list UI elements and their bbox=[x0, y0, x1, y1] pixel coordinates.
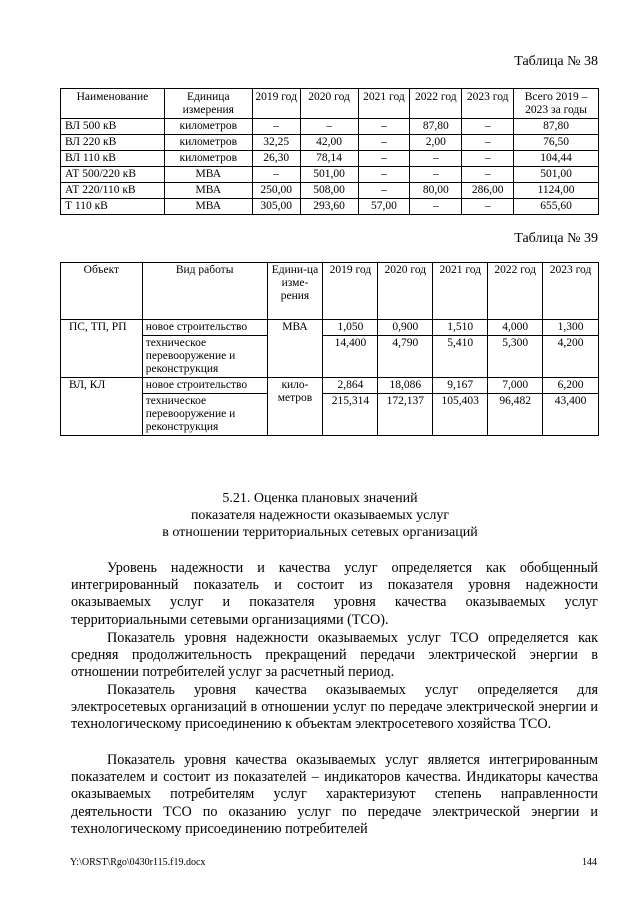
table-cell: 172,137 bbox=[378, 394, 433, 436]
section-title-line-1: 5.21. Оценка плановых значений bbox=[222, 491, 418, 506]
table-cell: 104,44 bbox=[514, 151, 599, 167]
table-cell: 293,60 bbox=[300, 199, 358, 215]
header-cell: 2023 год bbox=[543, 263, 599, 320]
table-cell: 7,000 bbox=[488, 378, 543, 394]
table-cell: МВА bbox=[164, 183, 252, 199]
table-cell: – bbox=[462, 199, 514, 215]
table-cell: – bbox=[300, 119, 358, 135]
table-39-caption: Таблица № 39 bbox=[514, 231, 598, 246]
table-cell: АТ 220/110 кВ bbox=[61, 183, 165, 199]
table-row bbox=[61, 199, 599, 215]
table-cell: 26,30 bbox=[252, 151, 300, 167]
table-cell: 9,167 bbox=[433, 378, 488, 394]
table-cell: 87,80 bbox=[410, 119, 462, 135]
unit-cell: МВА bbox=[267, 320, 323, 378]
table-row bbox=[61, 119, 599, 135]
section-title-line-3: в отношении территориальных сетевых организаций bbox=[162, 525, 478, 540]
table-cell: – bbox=[462, 151, 514, 167]
table-cell: – bbox=[410, 167, 462, 183]
header-cell: Наименование bbox=[61, 89, 165, 119]
table-cell: – bbox=[358, 151, 410, 167]
table-cell: – bbox=[358, 183, 410, 199]
object-cell: ВЛ, КЛ bbox=[61, 378, 143, 436]
header-cell: Объект bbox=[61, 263, 143, 320]
table-cell: – bbox=[410, 199, 462, 215]
table-cell: Т 110 кВ bbox=[61, 199, 165, 215]
table-cell: 32,25 bbox=[252, 135, 300, 151]
header-cell: 2021 год bbox=[433, 263, 488, 320]
table-cell: МВА bbox=[164, 167, 252, 183]
table-cell: АТ 500/220 кВ bbox=[61, 167, 165, 183]
table-38 bbox=[60, 88, 599, 215]
table-cell: – bbox=[462, 135, 514, 151]
work-type-cell: техническое перевооружение и реконструкция bbox=[142, 336, 267, 378]
header-cell: 2021 год bbox=[358, 89, 410, 119]
table-cell: 501,00 bbox=[514, 167, 599, 183]
paragraph: Уровень надежности и качества услуг определяется как обобщенный интегрированный показатель и состоит из показателя уровня надежности оказываемых услуг и показателя уровня качества оказываемых услуг территориальными сетевыми организациями (ТСО). bbox=[71, 560, 598, 628]
header-cell: 2020 год bbox=[378, 263, 433, 320]
table-cell: 655,60 bbox=[514, 199, 599, 215]
table-cell: 4,790 bbox=[378, 336, 433, 378]
header-cell: 2022 год bbox=[410, 89, 462, 119]
table-cell: 87,80 bbox=[514, 119, 599, 135]
table-cell: – bbox=[462, 167, 514, 183]
work-type-cell: новое строительство bbox=[142, 378, 267, 394]
table-cell: 18,086 bbox=[378, 378, 433, 394]
object-cell: ПС, ТП, РП bbox=[61, 320, 143, 378]
table-cell: километров bbox=[164, 119, 252, 135]
table-cell: – bbox=[358, 135, 410, 151]
table-38-caption: Таблица № 38 bbox=[514, 54, 598, 69]
table-cell: 80,00 bbox=[410, 183, 462, 199]
table-cell: километров bbox=[164, 135, 252, 151]
table-row bbox=[61, 378, 599, 394]
header-cell: Вид работы bbox=[142, 263, 267, 320]
table-cell: 76,50 bbox=[514, 135, 599, 151]
table-cell: 14,400 bbox=[323, 336, 378, 378]
table-cell: 6,200 bbox=[543, 378, 599, 394]
table-cell: 1,510 bbox=[433, 320, 488, 336]
header-cell: Единица измерения bbox=[164, 89, 252, 119]
header-cell: 2022 год bbox=[488, 263, 543, 320]
table-cell: – bbox=[252, 167, 300, 183]
table-row bbox=[61, 167, 599, 183]
table-row bbox=[61, 151, 599, 167]
table-cell: 501,00 bbox=[300, 167, 358, 183]
header-cell: Всего 2019 – 2023 за годы bbox=[514, 89, 599, 119]
page-number: 144 bbox=[582, 857, 597, 868]
table-cell: – bbox=[358, 167, 410, 183]
paragraph: Показатель уровня надежности оказываемых услуг ТСО определяется как средняя продолжительность прекращений передачи электрической энергии в отношении потребителей услуг за расчетный период. bbox=[71, 630, 598, 681]
header-cell: 2019 год bbox=[323, 263, 378, 320]
table-cell: 1,050 bbox=[323, 320, 378, 336]
paragraph: Показатель уровня качества оказываемых услуг определяется для электросетевых организаций в отношении услуг по передаче электрической энергии и технологическому присоединению к объектам электросетевого хозяйства ТСО. bbox=[71, 682, 598, 733]
header-cell: Едини-ца изме-рения bbox=[267, 263, 323, 320]
table-cell: километров bbox=[164, 151, 252, 167]
table-39-header-row bbox=[61, 263, 599, 320]
table-cell: 5,300 bbox=[488, 336, 543, 378]
work-type-cell: техническое перевооружение и реконструкция bbox=[142, 394, 267, 436]
table-cell: 4,200 bbox=[543, 336, 599, 378]
table-cell: 286,00 bbox=[462, 183, 514, 199]
paragraph: Показатель уровня качества оказываемых услуг является интегрированным показателем и состоит из показателей – индикаторов качества. Индикаторы качества оказываемых потребителям услуг характеризуют степень направленности деятельности ТСО по оказанию услуг по передаче электрической энергии и технологическому присоединению потребителей bbox=[71, 752, 598, 837]
work-type-cell: новое строительство bbox=[142, 320, 267, 336]
table-cell: – bbox=[462, 119, 514, 135]
footer-file-path: Y:\ORST\Rgo\0430r115.f19.docx bbox=[70, 857, 206, 868]
table-cell: 2,00 bbox=[410, 135, 462, 151]
table-cell: 5,410 bbox=[433, 336, 488, 378]
unit-cell: кило-метров bbox=[267, 378, 323, 436]
table-cell: 0,900 bbox=[378, 320, 433, 336]
table-cell: – bbox=[410, 151, 462, 167]
table-cell: 42,00 bbox=[300, 135, 358, 151]
table-cell: 250,00 bbox=[252, 183, 300, 199]
table-cell: 305,00 bbox=[252, 199, 300, 215]
table-cell: 96,482 bbox=[488, 394, 543, 436]
section-title-line-2: показателя надежности оказываемых услуг bbox=[190, 508, 450, 523]
table-cell: 57,00 bbox=[358, 199, 410, 215]
header-cell: 2023 год bbox=[462, 89, 514, 119]
table-38-header-row bbox=[61, 89, 599, 119]
header-cell: 2019 год bbox=[252, 89, 300, 119]
table-cell: – bbox=[358, 119, 410, 135]
table-cell: ВЛ 110 кВ bbox=[61, 151, 165, 167]
table-cell: 4,000 bbox=[488, 320, 543, 336]
table-row bbox=[61, 135, 599, 151]
table-cell: 1124,00 bbox=[514, 183, 599, 199]
table-cell: 43,400 bbox=[543, 394, 599, 436]
table-cell: 1,300 bbox=[543, 320, 599, 336]
table-row bbox=[61, 183, 599, 199]
table-cell: 2,864 bbox=[323, 378, 378, 394]
table-cell: ВЛ 500 кВ bbox=[61, 119, 165, 135]
table-cell: 105,403 bbox=[433, 394, 488, 436]
table-cell: 215,314 bbox=[323, 394, 378, 436]
table-cell: ВЛ 220 кВ bbox=[61, 135, 165, 151]
table-39 bbox=[60, 262, 599, 436]
table-cell: 78,14 bbox=[300, 151, 358, 167]
table-cell: – bbox=[252, 119, 300, 135]
table-cell: 508,00 bbox=[300, 183, 358, 199]
table-cell: МВА bbox=[164, 199, 252, 215]
table-row bbox=[61, 320, 599, 336]
header-cell: 2020 год bbox=[300, 89, 358, 119]
